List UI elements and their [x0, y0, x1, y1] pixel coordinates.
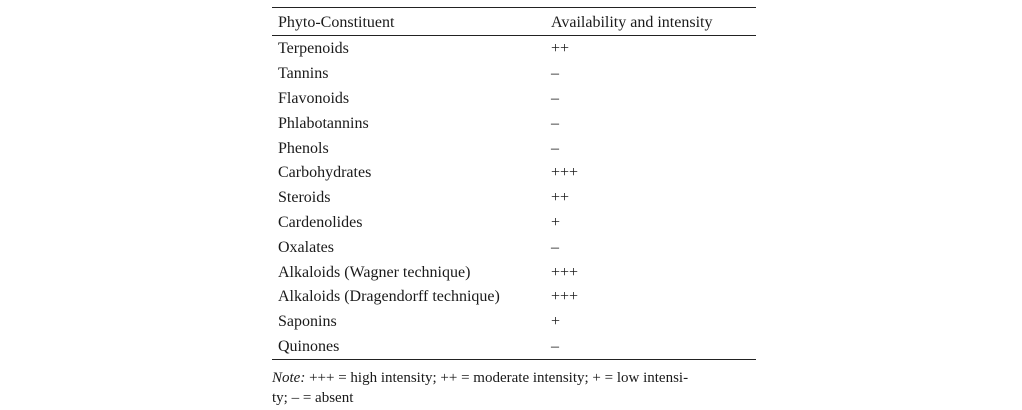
- constituent-cell: Saponins: [278, 313, 337, 331]
- table-note: [272, 368, 756, 408]
- availability-cell: +++: [551, 263, 579, 281]
- table-row: [272, 111, 756, 136]
- constituent-cell: Phlabotannins: [278, 114, 369, 132]
- header-availability: Availability and intensity: [551, 14, 713, 31]
- availability-cell: –: [551, 89, 559, 107]
- table-row: [272, 211, 756, 236]
- note-line-1: [272, 368, 756, 388]
- availability-cell: –: [551, 65, 559, 83]
- table-bottom-rule: [272, 359, 756, 360]
- table-row: [272, 136, 756, 161]
- table-row: [272, 310, 756, 335]
- note-label: Note:: [272, 370, 306, 386]
- constituent-cell: Cardenolides: [278, 213, 363, 231]
- availability-cell: +: [551, 213, 561, 231]
- table-row: [272, 37, 756, 62]
- availability-cell: +++: [551, 164, 579, 182]
- availability-cell: +: [551, 313, 561, 331]
- table-row: [272, 87, 756, 112]
- constituent-cell: Tannins: [278, 65, 329, 83]
- constituent-cell: Steroids: [278, 189, 331, 207]
- availability-cell: –: [551, 238, 559, 256]
- constituent-cell: Terpenoids: [278, 40, 349, 58]
- table-row: [272, 186, 756, 211]
- constituent-cell: Oxalates: [278, 238, 334, 256]
- note-line-2: ty; – = absent: [272, 390, 354, 406]
- constituent-cell: Carbohydrates: [278, 164, 372, 182]
- phytochemical-table: [272, 7, 756, 360]
- constituent-cell: Phenols: [278, 139, 329, 157]
- availability-cell: –: [551, 114, 559, 132]
- header-constituent: Phyto-Constituent: [278, 14, 395, 31]
- table-row: [272, 235, 756, 260]
- table-row: [272, 260, 756, 285]
- constituent-cell: Alkaloids (Wagner technique): [278, 263, 471, 281]
- availability-cell: +++: [551, 288, 579, 306]
- table-row: [272, 285, 756, 310]
- note-text-1: +++ = high intensity; ++ = moderate intensity; + = low intensi-: [309, 370, 689, 386]
- table-row: [272, 335, 756, 360]
- table-header-row: [272, 8, 756, 35]
- constituent-cell: Alkaloids (Dragendorff technique): [278, 288, 500, 306]
- availability-cell: ++: [551, 40, 570, 58]
- availability-cell: –: [551, 139, 559, 157]
- constituent-cell: Quinones: [278, 337, 340, 355]
- table-row: [272, 62, 756, 87]
- constituent-cell: Flavonoids: [278, 89, 350, 107]
- availability-cell: –: [551, 337, 559, 355]
- availability-cell: ++: [551, 189, 570, 207]
- table-row: [272, 161, 756, 186]
- table-body: [272, 36, 756, 359]
